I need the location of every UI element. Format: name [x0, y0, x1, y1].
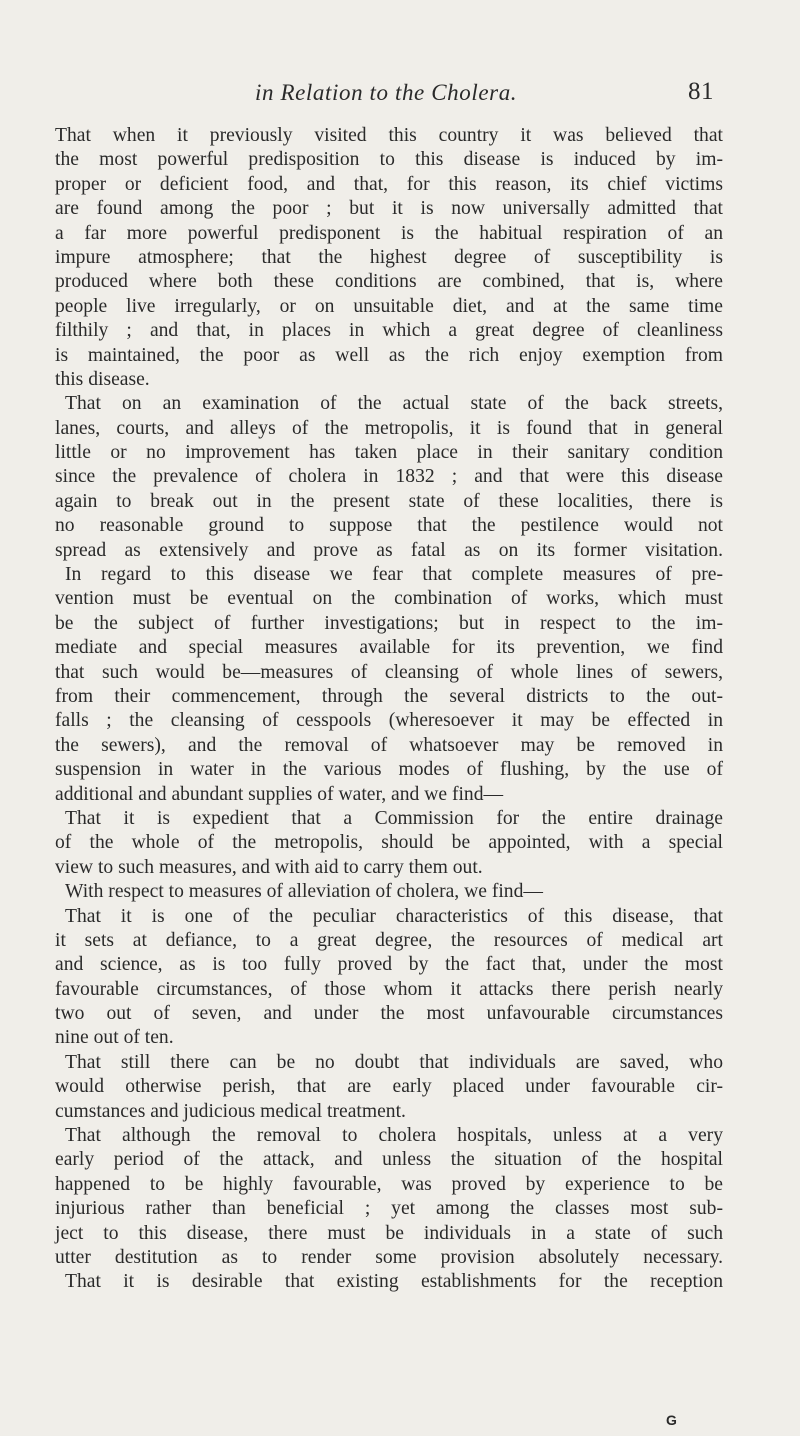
text-line: happened to be highly favourable, was proved by experience to be	[55, 1173, 723, 1195]
text-line: this disease.	[55, 368, 150, 390]
text-line: the most powerful predisposition to this disease is induced by im-	[55, 149, 723, 171]
text-line: lanes, courts, and alleys of the metropolis, it is found that in general	[55, 417, 723, 439]
text-line: of the whole of the metropolis, should be appointed, with a special	[55, 832, 723, 854]
text-line: produced where both these conditions are combined, that is, where	[55, 271, 723, 293]
text-line: is maintained, the poor as well as the rich enjoy exemption from	[55, 344, 723, 366]
text-line: That on an examination of the actual state of the back streets,	[65, 393, 723, 415]
text-line: two out of seven, and under the most unfavourable circumstances	[55, 1003, 723, 1025]
text-line: With respect to measures of alleviation of cholera, we find—	[65, 881, 543, 903]
text-line: That still there can be no doubt that individuals are saved, who	[65, 1051, 723, 1073]
text-line: are found among the poor ; but it is now universally admitted that	[55, 198, 723, 220]
body-text	[55, 124, 723, 1295]
text-line: falls ; the cleansing of cesspools (wheresoever it may be effected in	[55, 710, 723, 732]
text-line: utter destitution as to render some provision absolutely necessary.	[55, 1246, 723, 1268]
text-line: and science, as is too fully proved by the fact that, under the most	[55, 954, 723, 976]
text-line: would otherwise perish, that are early placed under favourable cir-	[55, 1076, 723, 1098]
text-line: suspension in water in the various modes of flushing, by the use of	[55, 759, 723, 781]
text-line: a far more powerful predisponent is the habitual respiration of an	[55, 222, 723, 244]
text-line: That it is desirable that existing establishments for the reception	[65, 1271, 723, 1293]
text-line: proper or deficient food, and that, for this reason, its chief victims	[55, 173, 723, 195]
running-title: in Relation to the Cholera.	[255, 80, 518, 105]
text-line: That although the removal to cholera hospitals, unless at a very	[65, 1125, 723, 1147]
signature-mark: G	[666, 1412, 677, 1428]
text-line: from their commencement, through the several districts to the out-	[55, 685, 723, 707]
text-line: ject to this disease, there must be individuals in a state of such	[55, 1222, 723, 1244]
text-line: since the prevalence of cholera in 1832 ; and that were this disease	[55, 466, 723, 488]
page-number: 81	[688, 78, 714, 105]
text-line: again to break out in the present state of these localities, there is	[55, 490, 723, 512]
text-line: be the subject of further investigations; but in respect to the im-	[55, 612, 723, 634]
text-line: That it is one of the peculiar characteristics of this disease, that	[65, 905, 723, 927]
text-line: no reasonable ground to suppose that the pestilence would not	[55, 515, 723, 537]
text-line: it sets at defiance, to a great degree, the resources of medical art	[55, 929, 723, 951]
text-line: vention must be eventual on the combination of works, which must	[55, 588, 723, 610]
text-line: additional and abundant supplies of water, and we find—	[55, 783, 504, 805]
text-line: impure atmosphere; that the highest degree of susceptibility is	[55, 246, 723, 268]
text-line: favourable circumstances, of those whom it attacks there perish nearly	[55, 978, 723, 1000]
running-head	[0, 80, 800, 110]
text-line: people live irregularly, or on unsuitable diet, and at the same time	[55, 295, 723, 317]
text-line: injurious rather than beneficial ; yet among the classes most sub-	[55, 1198, 723, 1220]
text-line: filthily ; and that, in places in which a great degree of cleanliness	[55, 320, 723, 342]
text-line: That when it previously visited this country it was believed that	[55, 125, 723, 146]
text-line: the sewers), and the removal of whatsoever may be removed in	[55, 734, 723, 756]
text-line: little or no improvement has taken place in their sanitary condition	[55, 442, 723, 464]
text-line: That it is expedient that a Commission for the entire drainage	[65, 807, 723, 829]
text-line: spread as extensively and prove as fatal as on its former visitation.	[55, 539, 723, 561]
text-line: early period of the attack, and unless the situation of the hospital	[55, 1149, 723, 1171]
text-line: that such would be—measures of cleansing of whole lines of sewers,	[55, 661, 723, 683]
text-line: cumstances and judicious medical treatment.	[55, 1100, 406, 1122]
text-line: view to such measures, and with aid to carry them out.	[55, 856, 483, 878]
text-line: nine out of ten.	[55, 1027, 174, 1049]
text-line: mediate and special measures available for its prevention, we find	[55, 637, 723, 659]
text-line: In regard to this disease we fear that complete measures of pre-	[65, 564, 723, 586]
